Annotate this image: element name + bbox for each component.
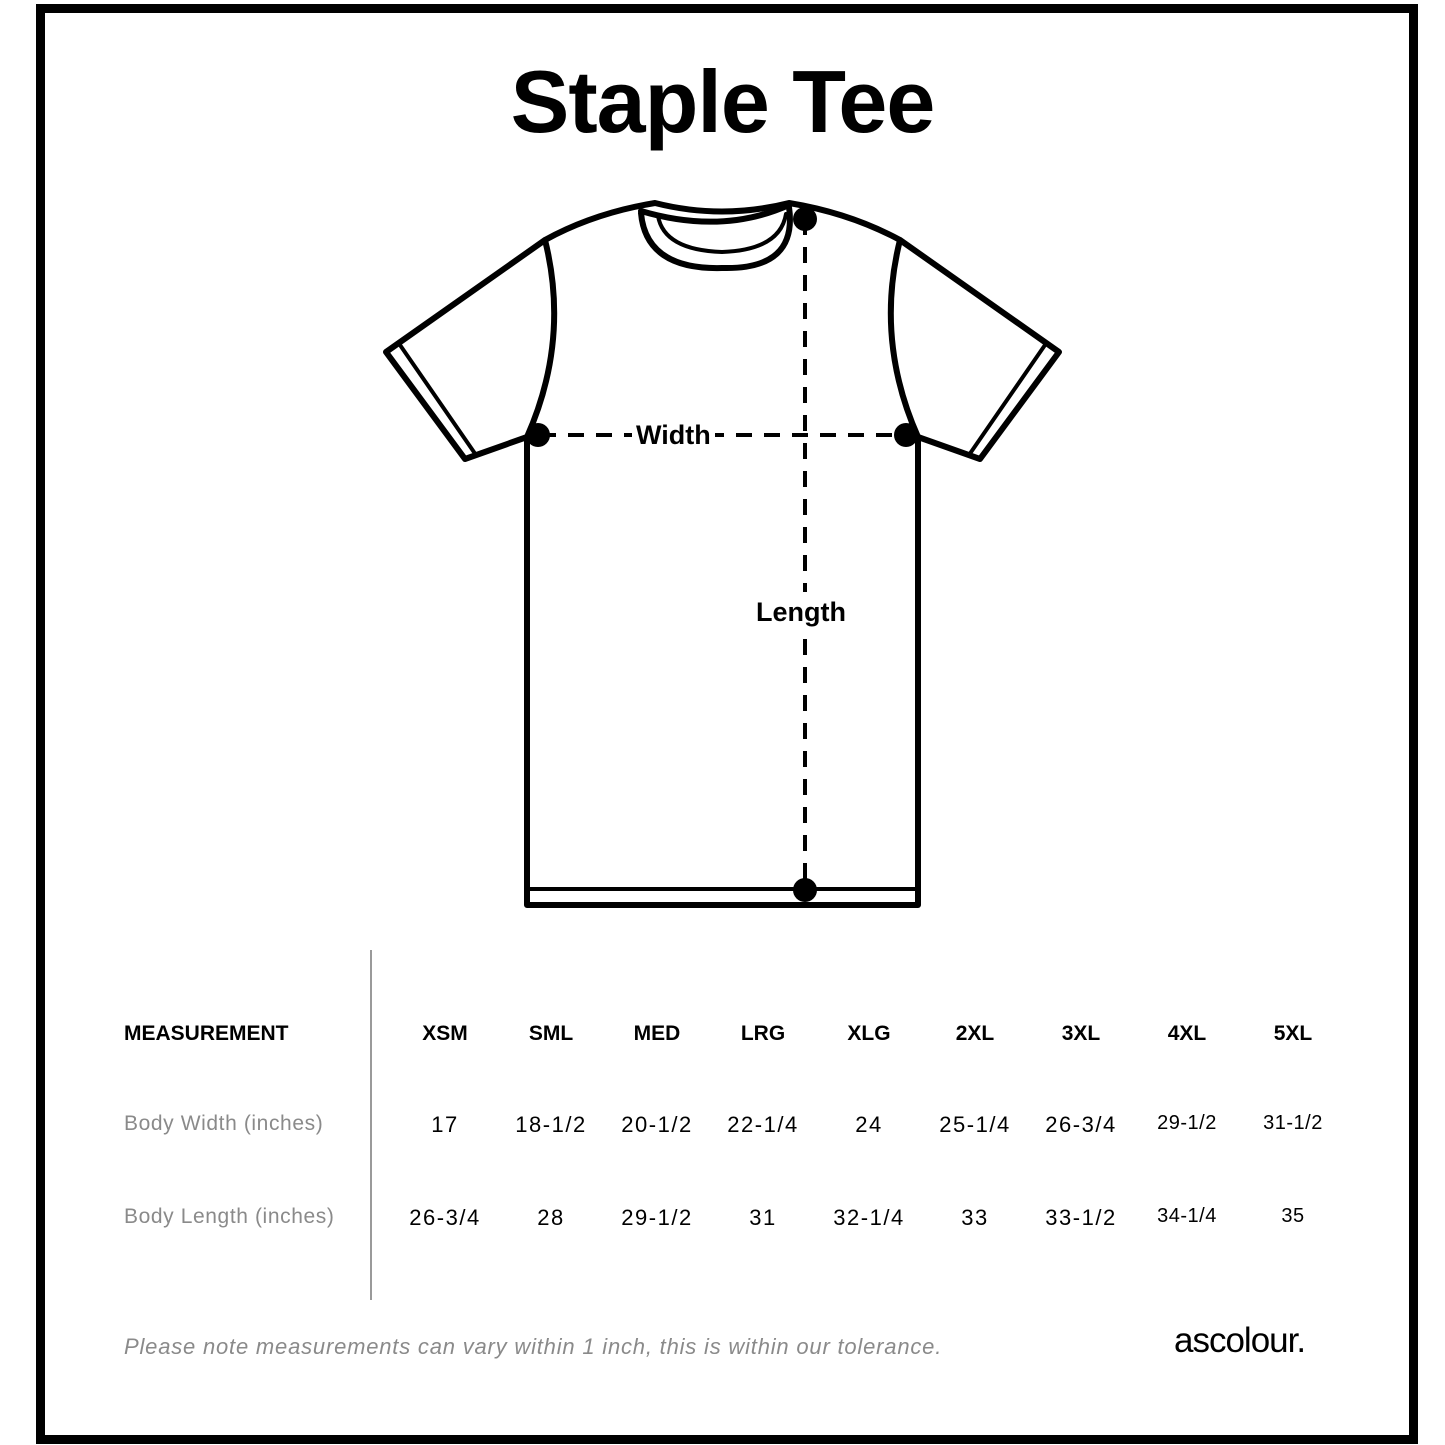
table-cell: 31-1/2 xyxy=(1263,1112,1323,1134)
table-cell: 18-1/2 xyxy=(515,1112,587,1137)
size-header: LRG xyxy=(740,1022,786,1045)
table-cell: 22-1/4 xyxy=(727,1112,799,1137)
size-header: 5XL xyxy=(1273,1022,1313,1045)
table-cell: 25-1/4 xyxy=(939,1112,1011,1137)
table-cell: 34-1/4 xyxy=(1157,1205,1217,1227)
length-label: Length xyxy=(752,592,850,632)
length-top-point xyxy=(793,207,817,231)
right-sleeve-seam xyxy=(891,240,918,437)
table-cell: 17 xyxy=(431,1112,459,1137)
left-sleeve-hem xyxy=(400,345,476,455)
table-cell: 35 xyxy=(1281,1205,1305,1227)
measurement-header: MEASUREMENT xyxy=(124,1022,289,1045)
table-cell: 26-3/4 xyxy=(1045,1112,1117,1137)
right-sleeve-hem xyxy=(969,345,1045,455)
size-header: 3XL xyxy=(1061,1022,1101,1045)
table-cell: 32-1/4 xyxy=(833,1205,905,1230)
size-header: 4XL xyxy=(1167,1022,1207,1045)
size-header: XLG xyxy=(847,1022,891,1045)
row-label: Body Width (inches) xyxy=(124,1112,324,1135)
tolerance-note: Please note measurements can vary within 1 inch, this is within our tolerance. xyxy=(124,1334,943,1359)
tshirt-outline xyxy=(386,203,1059,905)
width-left-point xyxy=(526,423,550,447)
table-divider xyxy=(370,950,372,1300)
page-title: Staple Tee xyxy=(510,52,935,151)
brand-logo: ascolour. xyxy=(1174,1321,1306,1360)
length-bottom-point xyxy=(793,878,817,902)
width-label: Width xyxy=(632,419,715,451)
table-cell: 24 xyxy=(855,1112,883,1137)
table-cell: 33-1/2 xyxy=(1045,1205,1117,1230)
left-sleeve-seam xyxy=(527,240,554,437)
table-cell: 31 xyxy=(749,1205,777,1230)
table-cell: 20-1/2 xyxy=(621,1112,693,1137)
width-right-point xyxy=(894,423,918,447)
size-header: XSM xyxy=(422,1022,468,1045)
table-cell: 26-3/4 xyxy=(409,1205,481,1230)
table-cell: 33 xyxy=(961,1205,989,1230)
size-header: 2XL xyxy=(955,1022,995,1045)
table-cell: 28 xyxy=(537,1205,565,1230)
row-label: Body Length (inches) xyxy=(124,1205,335,1228)
table-cell: 29-1/2 xyxy=(1157,1112,1217,1134)
table-cell: 29-1/2 xyxy=(621,1205,693,1230)
size-header: MED xyxy=(633,1022,681,1045)
size-header: SML xyxy=(528,1022,574,1045)
